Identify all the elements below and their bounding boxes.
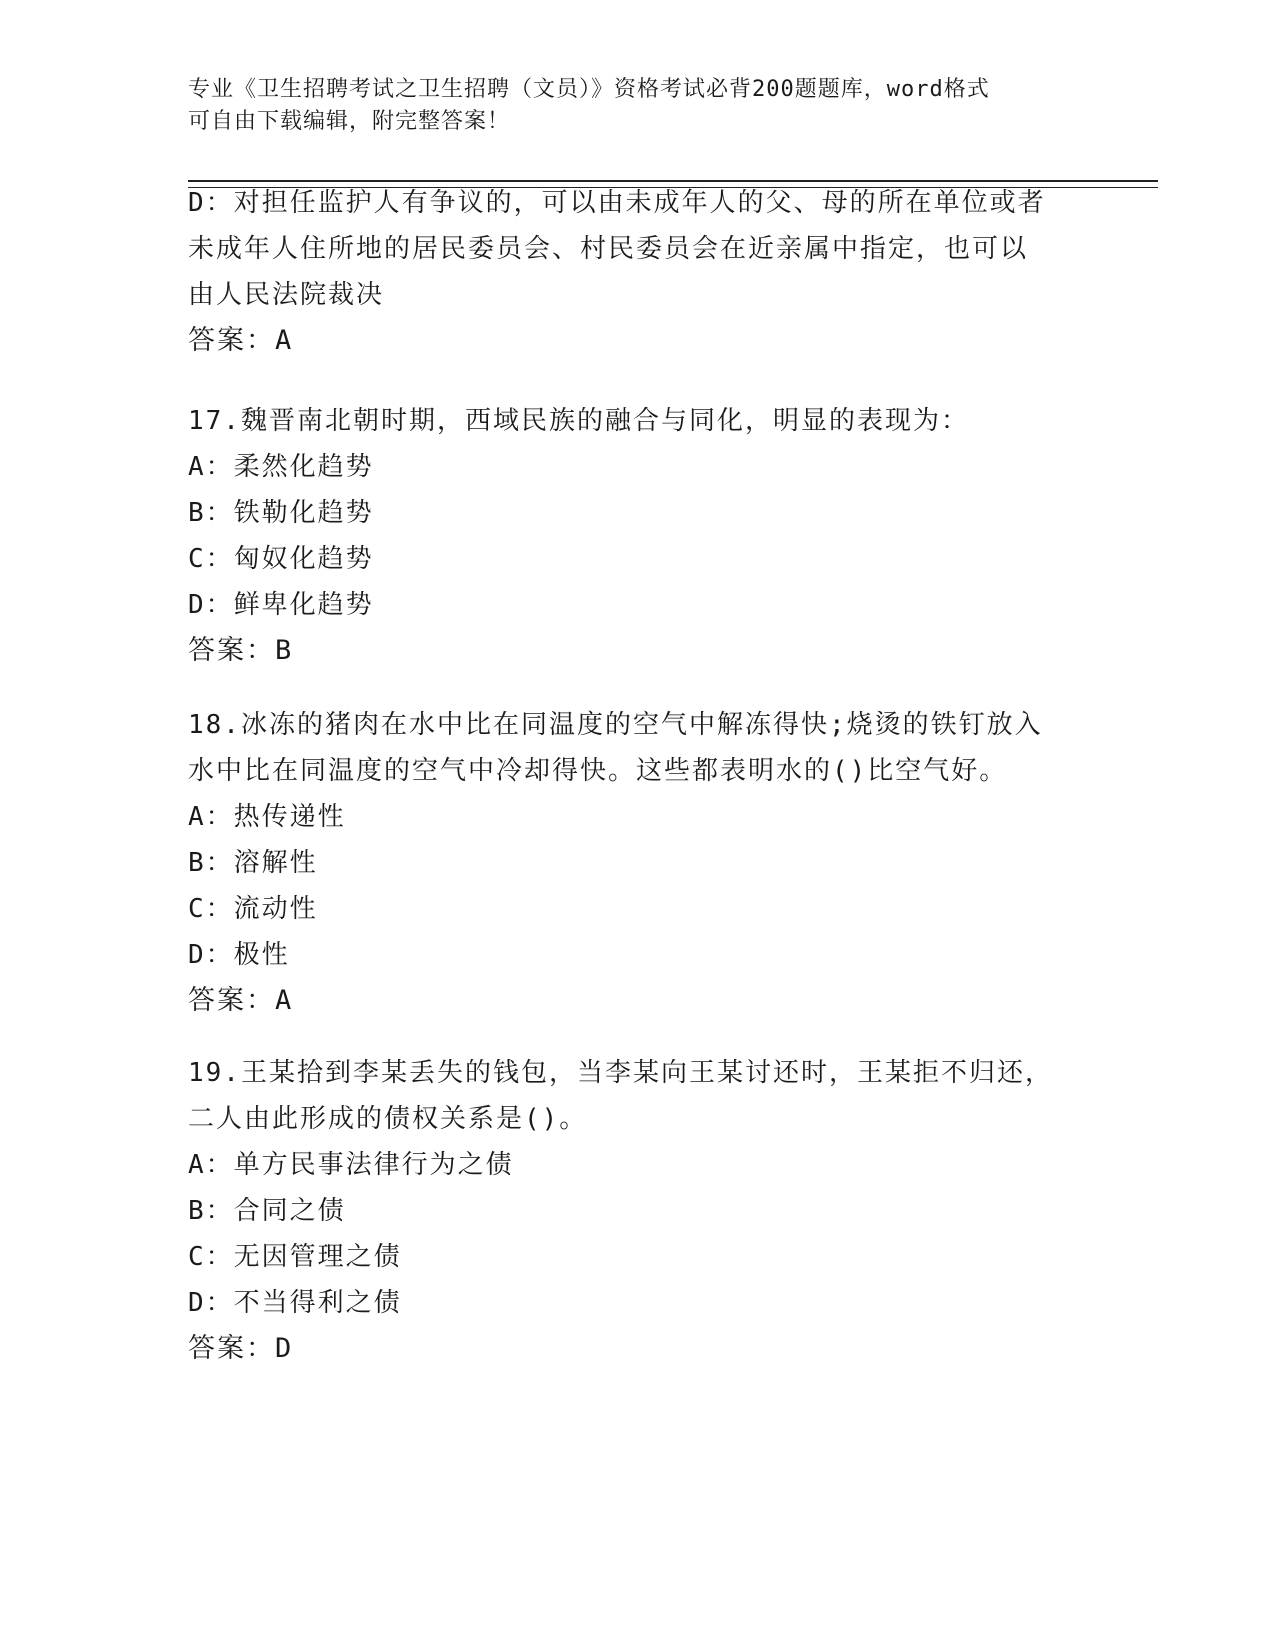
answer-line: 答案：D bbox=[188, 1333, 294, 1364]
header-title-line-2: 可自由下载编辑，附完整答案！ bbox=[188, 109, 511, 134]
question-19 bbox=[188, 1050, 1088, 1372]
question-carryover bbox=[188, 180, 1088, 364]
question-stem-line-2: 水中比在同温度的空气中冷却得快。这些都表明水的()比空气好。 bbox=[188, 756, 1008, 786]
question-stem-line-2: 二人由此形成的债权关系是()。 bbox=[188, 1104, 588, 1134]
option-d-line-3: 由人民法院裁决 bbox=[188, 280, 385, 310]
option-d: D：极性 bbox=[188, 940, 290, 970]
answer-line: 答案：A bbox=[188, 325, 294, 356]
option-d: D：不当得利之债 bbox=[188, 1288, 402, 1318]
answer-line: 答案：B bbox=[188, 635, 294, 666]
question-stem: 17.魏晋南北朝时期，西域民族的融合与同化，明显的表现为： bbox=[188, 406, 969, 436]
option-b: B：铁勒化趋势 bbox=[188, 498, 374, 528]
option-a: A：热传递性 bbox=[188, 802, 346, 832]
question-17 bbox=[188, 398, 1088, 674]
answer-line: 答案：A bbox=[188, 985, 294, 1016]
option-d-line-2: 未成年人住所地的居民委员会、村民委员会在近亲属中指定，也可以 bbox=[188, 234, 1029, 264]
question-stem-line-1: 19.王某拾到李某丢失的钱包，当李某向王某讨还时，王某拒不归还， bbox=[188, 1058, 1053, 1088]
option-c: C：流动性 bbox=[188, 894, 318, 924]
question-18 bbox=[188, 702, 1088, 1024]
option-d-line-1: D：对担任监护人有争议的，可以由未成年人的父、母的所在单位或者 bbox=[188, 188, 1046, 218]
document-header bbox=[188, 74, 1068, 138]
option-c: C：无因管理之债 bbox=[188, 1242, 402, 1272]
option-c: C：匈奴化趋势 bbox=[188, 544, 374, 574]
header-title-line-1: 专业《卫生招聘考试之卫生招聘（文员）》资格考试必背200题题库，word格式 bbox=[188, 77, 990, 102]
option-d: D：鲜卑化趋势 bbox=[188, 590, 374, 620]
option-a: A：柔然化趋势 bbox=[188, 452, 374, 482]
question-stem-line-1: 18.冰冻的猪肉在水中比在同温度的空气中解冻得快;烧烫的铁钉放入 bbox=[188, 710, 1043, 740]
option-b: B：溶解性 bbox=[188, 848, 318, 878]
option-b: B：合同之债 bbox=[188, 1196, 346, 1226]
option-a: A：单方民事法律行为之债 bbox=[188, 1150, 514, 1180]
